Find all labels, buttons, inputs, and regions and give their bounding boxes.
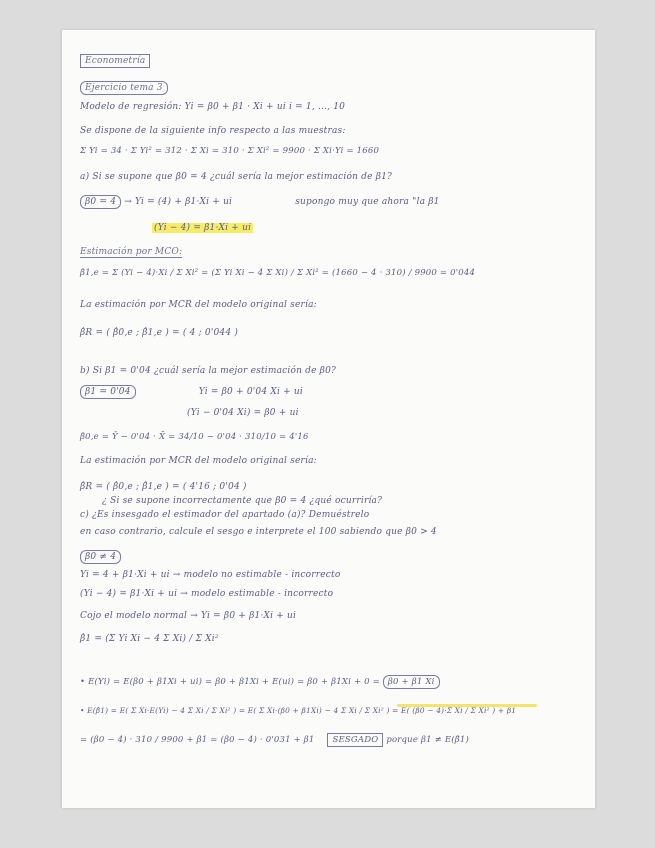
question-c-part1: ¿ Si se supone incorrectamente que β0 = 4 ¿qué ocurriría?: [102, 496, 383, 506]
transformed-model-highlight: (Yi − 4) = β1·Xi + ui: [154, 223, 252, 233]
mco-heading: [80, 247, 182, 257]
c-expectation-result: β0 + β1 Xi: [383, 675, 440, 689]
answer-a-substitution: [80, 197, 440, 207]
c-eq1: Yi = 4 + β1·Xi + ui → modelo no estimable - incorrecto: [80, 570, 341, 580]
biased-reason: porque β1 ≠ E(β̂1): [386, 735, 469, 745]
c-estimator: β̂1 = (Σ Yi Xi − 4 Σ Xi) / Σ Xi²: [80, 634, 219, 644]
question-a: a) Si se supone que β0 = 4 ¿cuál sería la mejor estimación de β1?: [80, 172, 393, 182]
exercise-title-text: Ejercicio tema 3: [80, 81, 168, 95]
answer-b-line2: (Yi − 0'04 Xi) = β0 + ui: [187, 408, 299, 418]
info-intro: Se dispone de la siguiente info respecto a las muestras:: [80, 126, 346, 136]
b-eq1: Yi = β0 + 0'04 Xi + ui: [198, 387, 303, 397]
c-bias-result: = (β0 − 4) · 310 / 9900 + β1 = (β0 − 4) · 0'031 + β1: [80, 735, 315, 745]
beta0-not-4-box: β0 ≠ 4: [80, 550, 121, 564]
c-true-model: Cojo el modelo normal → Yi = β0 + β1·Xi + ui: [80, 611, 297, 621]
question-c-part2: c) ¿Es insesgado el estimador del apartado (a)? Demuéstrelo: [80, 510, 370, 520]
estimate-vector-a: β̂R = ( β̂0,e ; β̂1,e ) = ( 4 ; 0'044 ): [80, 328, 239, 338]
c-expectation: [80, 677, 440, 687]
beta0-assumption-box: β0 = 4: [80, 195, 121, 209]
a-sub-eq: → Yi = (4) + β1·Xi + ui: [124, 197, 233, 207]
mcr-text-b: La estimación por MCR del modelo original sería:: [80, 456, 317, 466]
estimate-vector-b: β̂R = ( β̂0,e ; β̂1,e ) = ( 4'16 ; 0'04 ): [80, 482, 247, 492]
answer-b-line1: [80, 387, 303, 397]
mco-heading-text: Estimación por MCO:: [80, 247, 183, 257]
c-eq2: (Yi − 4) = β1·Xi + ui → modelo estimable - incorrecto: [80, 589, 334, 599]
subject-tag: [80, 56, 150, 66]
mco-formula: β̂1,e = Σ (Yi − 4)·Xi / Σ Xi² = (Σ Yi Xi − 4 Σ Xi) / Σ Xi² = (1660 − 4 · 310) / 9900 = 0'044: [80, 268, 476, 278]
a-note: supongo muy que ahora "la β1: [295, 197, 440, 207]
beta1-assumption-box: β1 = 0'04: [80, 385, 136, 399]
sums-line: Σ Yi = 34 · Σ Yi² = 312 · Σ Xi = 310 · Σ Xi² = 9900 · Σ Xi·Yi = 1660: [80, 146, 380, 156]
answer-b-formula: β̂0,e = Ȳ − 0'04 · X̄ = 34/10 − 0'04 · 310/10 = 4'16: [80, 432, 309, 442]
c-bias-line2: [80, 735, 469, 745]
question-c-part3: en caso contrario, calcule el sesgo e interprete el 100 sabiendo que β0 > 4: [80, 527, 437, 537]
c-expectation-text: • E(Yi) = E(β0 + β1Xi + ui) = β0 + β1Xi + E(ui) = β0 + β1Xi + 0 =: [80, 677, 380, 687]
c-bias-line1: • E(β̂1) = E( Σ Xi·E(Yi) − 4 Σ Xi / Σ Xi² ) = E( Σ Xi·(β0 + β1Xi) − 4 Σ Xi / Σ Xi² ) = E( (β0 − 4)·Σ Xi / Σ Xi² ) + β1: [80, 706, 517, 715]
mcr-text-a: La estimación por MCR del modelo original sería:: [80, 300, 317, 310]
model-statement: Modelo de regresión: Yi = β0 + β1 · Xi + ui i = 1, ..., 10: [80, 102, 346, 112]
subject-box: Econometría: [80, 54, 150, 68]
c-assumption: [80, 552, 121, 562]
biased-verdict-box: SESGADO: [327, 733, 383, 747]
exercise-title: [80, 83, 168, 93]
answer-a-transform: [152, 223, 253, 233]
question-b: b) Si β1 = 0'04 ¿cuál sería la mejor estimación de β0?: [80, 366, 337, 376]
notebook-page: [62, 30, 595, 808]
